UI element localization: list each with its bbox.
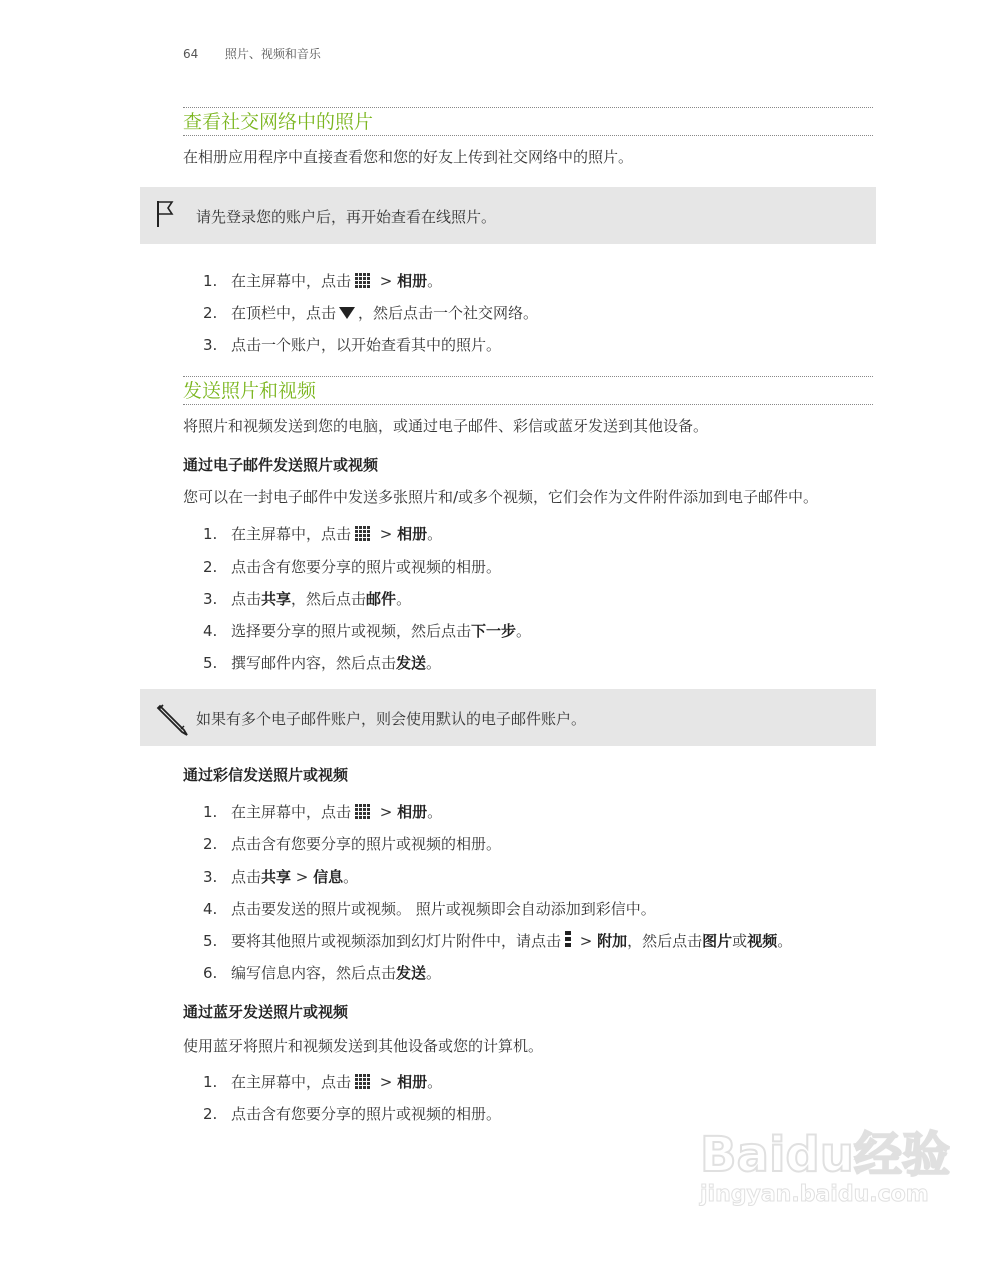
dropdown-triangle-icon [339, 304, 355, 324]
list-item [203, 303, 538, 324]
subsection-intro: 您可以在一封电子邮件中发送多张照片和/或多个视频，它们会作为文件附件添加到电子邮件中。 [183, 488, 819, 506]
list-item [203, 1104, 501, 1124]
step-number: 5. [203, 654, 218, 672]
step-bold: 邮件 [366, 590, 397, 608]
step-bold: 相册 [397, 1073, 428, 1091]
list-item [203, 335, 501, 355]
section-intro: 在相册应用程序中直接查看您和您的好友上传到社交网络中的照片。 [183, 148, 634, 166]
step-text: 在主屏幕中，点击 [231, 525, 352, 543]
step-text: 。 [343, 868, 359, 886]
step-bold: 下一步 [471, 622, 517, 640]
step-text: 点击一个账户，以开始查看其中的照片。 [231, 336, 502, 354]
step-bold: 共享 [261, 868, 292, 886]
step-text: 。 [427, 1073, 443, 1091]
step-text: 点击含有您要分享的照片或视频的相册。 [231, 558, 502, 576]
step-text: 在主屏幕中，点击 [231, 1073, 352, 1091]
step-text: 。 [426, 654, 442, 672]
step-separator: > [375, 1073, 398, 1091]
section-title: 发送照片和视频 [183, 380, 317, 402]
baidu-watermark [700, 1127, 950, 1207]
list-item [203, 621, 531, 641]
note-text: 如果有多个电子邮件账户，则会使用默认的电子邮件账户。 [196, 710, 587, 728]
step-number: 3. [203, 336, 218, 354]
note-box [140, 187, 876, 244]
step-text: ，然后点击 [627, 932, 703, 950]
step-text: 点击 [231, 868, 262, 886]
section-title: 查看社交网络中的照片 [183, 111, 374, 133]
list-item [203, 931, 792, 953]
section-divider [183, 376, 873, 377]
list-item [203, 899, 656, 919]
step-text: 撰写邮件内容，然后点击 [231, 654, 397, 672]
step-text: 在主屏幕中，点击 [231, 272, 352, 290]
step-text: 点击要发送的照片或视频。 照片或视频即会自动添加到彩信中。 [231, 900, 656, 918]
step-number: 2. [203, 1105, 218, 1123]
step-text: 点击 [231, 590, 262, 608]
page-number: 64 [183, 47, 199, 61]
watermark-brand: Baidu经验 [700, 1127, 950, 1183]
step-number: 4. [203, 900, 218, 918]
apps-grid-icon [355, 526, 371, 547]
list-item [203, 271, 442, 294]
list-item [203, 1072, 442, 1095]
step-number: 1. [203, 1073, 218, 1091]
list-item [203, 802, 442, 825]
step-number: 1. [203, 272, 218, 290]
step-separator: > [575, 932, 598, 950]
apps-grid-icon [355, 273, 371, 294]
list-item [203, 653, 441, 673]
step-bold: 共享 [261, 590, 292, 608]
step-separator: > [375, 803, 398, 821]
section-heading [183, 109, 873, 135]
pencil-icon [154, 701, 190, 741]
step-number: 1. [203, 525, 218, 543]
step-number: 6. [203, 964, 218, 982]
subsection-heading: 通过电子邮件发送照片或视频 [183, 456, 379, 474]
section-intro: 将照片和视频发送到您的电脑，或通过电子邮件、彩信或蓝牙发送到其他设备。 [183, 417, 709, 435]
list-item [203, 867, 358, 887]
section-divider [183, 107, 873, 108]
subsection-intro: 使用蓝牙将照片和视频发送到其他设备或您的计算机。 [183, 1037, 544, 1055]
list-item [203, 589, 411, 609]
step-bold: 相册 [397, 272, 428, 290]
step-number: 5. [203, 932, 218, 950]
list-item [203, 834, 501, 854]
chapter-title: 照片、视频和音乐 [224, 47, 321, 61]
step-number: 2. [203, 558, 218, 576]
step-text: 或 [732, 932, 748, 950]
step-text: 。 [427, 525, 443, 543]
step-text: > [291, 868, 314, 886]
step-text: 。 [427, 272, 443, 290]
step-text: ，然后点击一个社交网络。 [358, 304, 539, 322]
step-text: 编写信息内容，然后点击 [231, 964, 397, 982]
step-bold: 视频 [747, 932, 778, 950]
step-bold: 发送 [396, 964, 427, 982]
note-box [140, 689, 876, 746]
list-item [203, 557, 501, 577]
section-heading [183, 378, 873, 404]
subsection-heading: 通过彩信发送照片或视频 [183, 766, 349, 784]
apps-grid-icon [355, 1074, 371, 1095]
step-bold: 相册 [397, 803, 428, 821]
step-number: 3. [203, 590, 218, 608]
list-item [203, 524, 442, 547]
step-text: 。 [777, 932, 793, 950]
step-text: 。 [396, 590, 412, 608]
page-header [183, 45, 321, 62]
step-text: 要将其他照片或视频添加到幻灯片附件中，请点击 [231, 932, 562, 950]
step-text: 在顶栏中，点击 [231, 304, 337, 322]
subsection-heading: 通过蓝牙发送照片或视频 [183, 1003, 349, 1021]
step-bold: 信息 [313, 868, 344, 886]
step-number: 3. [203, 868, 218, 886]
step-bold: 发送 [396, 654, 427, 672]
step-separator: > [375, 525, 398, 543]
step-bold: 图片 [702, 932, 733, 950]
step-text: 点击含有您要分享的照片或视频的相册。 [231, 1105, 502, 1123]
step-separator: > [375, 272, 398, 290]
step-text: 。 [516, 622, 532, 640]
step-text: 。 [427, 803, 443, 821]
step-text: ，然后点击 [291, 590, 367, 608]
note-text: 请先登录您的账户后，再开始查看在线照片。 [196, 208, 497, 226]
step-number: 4. [203, 622, 218, 640]
section-divider [183, 404, 873, 405]
overflow-menu-icon [565, 931, 571, 953]
step-bold: 相册 [397, 525, 428, 543]
flag-icon [154, 199, 178, 233]
step-bold: 附加 [597, 932, 628, 950]
section-divider [183, 135, 873, 136]
step-number: 1. [203, 803, 218, 821]
list-item [203, 963, 441, 983]
watermark-url: jingyan.baidu.com [700, 1182, 929, 1207]
step-text: 。 [426, 964, 442, 982]
step-number: 2. [203, 835, 218, 853]
step-text: 选择要分享的照片或视频，然后点击 [231, 622, 472, 640]
apps-grid-icon [355, 804, 371, 825]
step-number: 2. [203, 304, 218, 322]
step-text: 点击含有您要分享的照片或视频的相册。 [231, 835, 502, 853]
step-text: 在主屏幕中，点击 [231, 803, 352, 821]
